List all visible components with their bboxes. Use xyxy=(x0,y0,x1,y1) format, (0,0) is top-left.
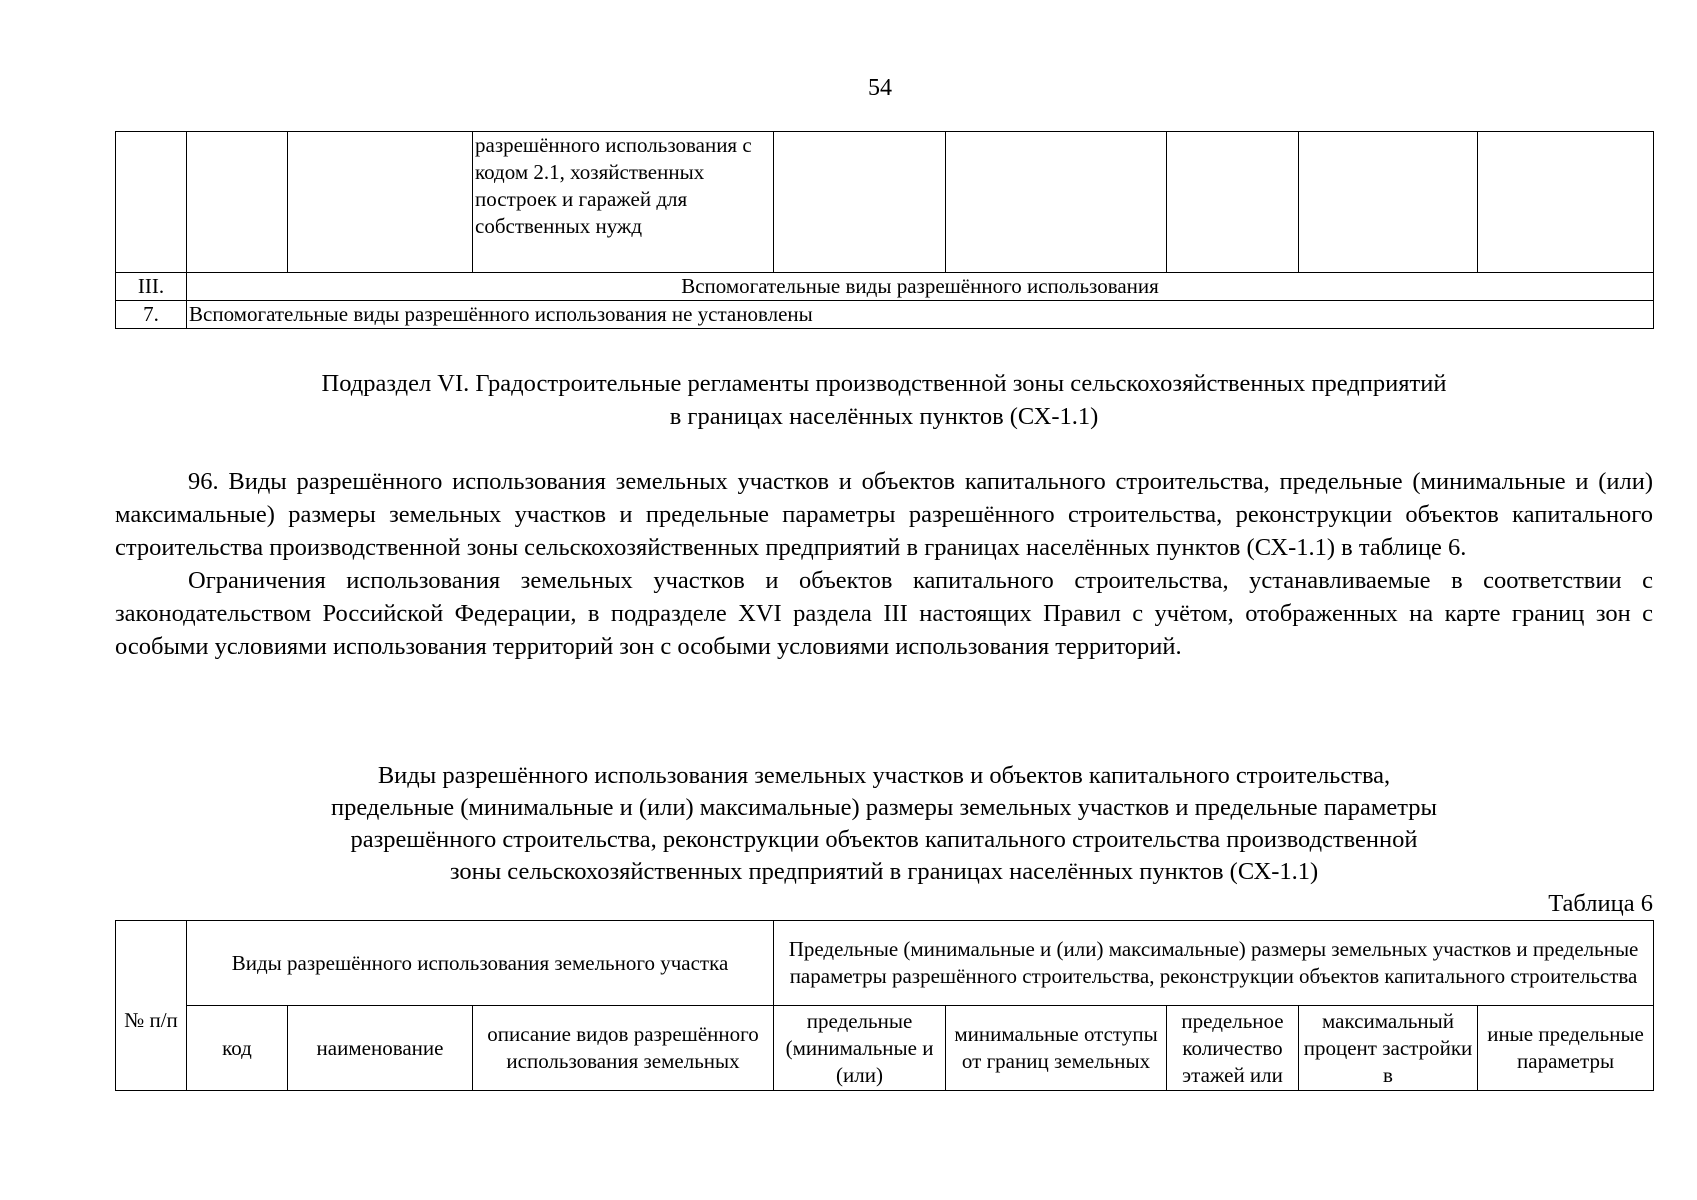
header-description: описание видов разрешённого использования земельных xyxy=(473,1006,774,1091)
header-coverage: максимальный процент застройки в xyxy=(1299,1006,1478,1091)
paragraph: Ограничения использования земельных участков и объектов капитального строительства, устанавливаемые в соответствии с законодательством Российской Федерации, в подразделе XVI раздела III настоящих Правил с учётом, отображенных на карте границ зон с особыми условиями использования территорий зон с особыми условиями использования территорий. xyxy=(115,567,1653,660)
cell-empty xyxy=(187,132,288,273)
row-number: 7. xyxy=(116,301,187,329)
table-row xyxy=(116,301,1654,329)
table-caption xyxy=(115,760,1653,888)
header-setbacks: минимальные отступы от границ земельных xyxy=(946,1006,1167,1091)
header-row xyxy=(116,921,1654,1006)
header-other: иные предельные параметры xyxy=(1478,1006,1654,1091)
main-table xyxy=(115,920,1654,1091)
header-row xyxy=(116,1006,1654,1091)
header-name: наименование xyxy=(288,1006,473,1091)
cell-empty xyxy=(1478,132,1654,273)
header-group-land-use: Виды разрешённого использования земельного участка xyxy=(187,921,774,1006)
continued-row xyxy=(116,132,1654,273)
paragraph: 96. Виды разрешённого использования земельных участков и объектов капитального строительства, предельные (минимальные и (или) максимальные) размеры земельных участков и предельные параметры разрешённого строительства, реконструкции объектов капитального строительства производственной зоны сельскохозяйственных предприятий в границах населённых пунктов (СХ-1.1) в таблице 6. xyxy=(115,468,1653,561)
cell-empty xyxy=(288,132,473,273)
table-caption-line: зоны сельскохозяйственных предприятий в границах населённых пунктов (СХ-1.1) xyxy=(449,858,1319,885)
continued-table xyxy=(115,131,1654,329)
cell-empty xyxy=(774,132,946,273)
header-group-parameters: Предельные (минимальные и (или) максимальные) размеры земельных участков и предельные параметры разрешённого строительства, реконструкции объектов капитального строительства xyxy=(774,921,1654,1006)
section-row xyxy=(116,273,1654,301)
section-title: Вспомогательные виды разрешённого использования xyxy=(187,273,1654,301)
section-number: III. xyxy=(116,273,187,301)
table-caption-line: Виды разрешённого использования земельных участков и объектов капитального строительства, xyxy=(377,762,1391,789)
subsection-title-line: Подраздел VI. Градостроительные регламенты производственной зоны сельскохозяйственных предприятий xyxy=(321,370,1447,397)
header-size: предельные (минимальные и (или) xyxy=(774,1006,946,1091)
table-label: Таблица 6 xyxy=(1548,890,1653,917)
row-text: Вспомогательные виды разрешённого использования не установлены xyxy=(187,301,1654,329)
header-number: № п/п xyxy=(116,921,187,1091)
table-caption-line: разрешённого строительства, реконструкции объектов капитального строительства производственной xyxy=(350,826,1418,853)
table-caption-line: предельные (минимальные и (или) максимальные) размеры земельных участков и предельные параметры xyxy=(330,794,1438,821)
cell-empty xyxy=(946,132,1167,273)
page-number: 54 xyxy=(868,75,892,101)
header-floors: предельное количество этажей или xyxy=(1167,1006,1299,1091)
body-text xyxy=(115,465,1653,663)
subsection-title xyxy=(115,367,1653,433)
header-code: код xyxy=(187,1006,288,1091)
cell-empty xyxy=(1167,132,1299,273)
cell-empty xyxy=(116,132,187,273)
subsection-title-line: в границах населённых пунктов (СХ-1.1) xyxy=(669,403,1099,430)
cell-empty xyxy=(1299,132,1478,273)
cell-continuation-text: разрешённого использования с кодом 2.1, хозяйственных построек и гаражей для собственных нужд xyxy=(473,132,774,273)
